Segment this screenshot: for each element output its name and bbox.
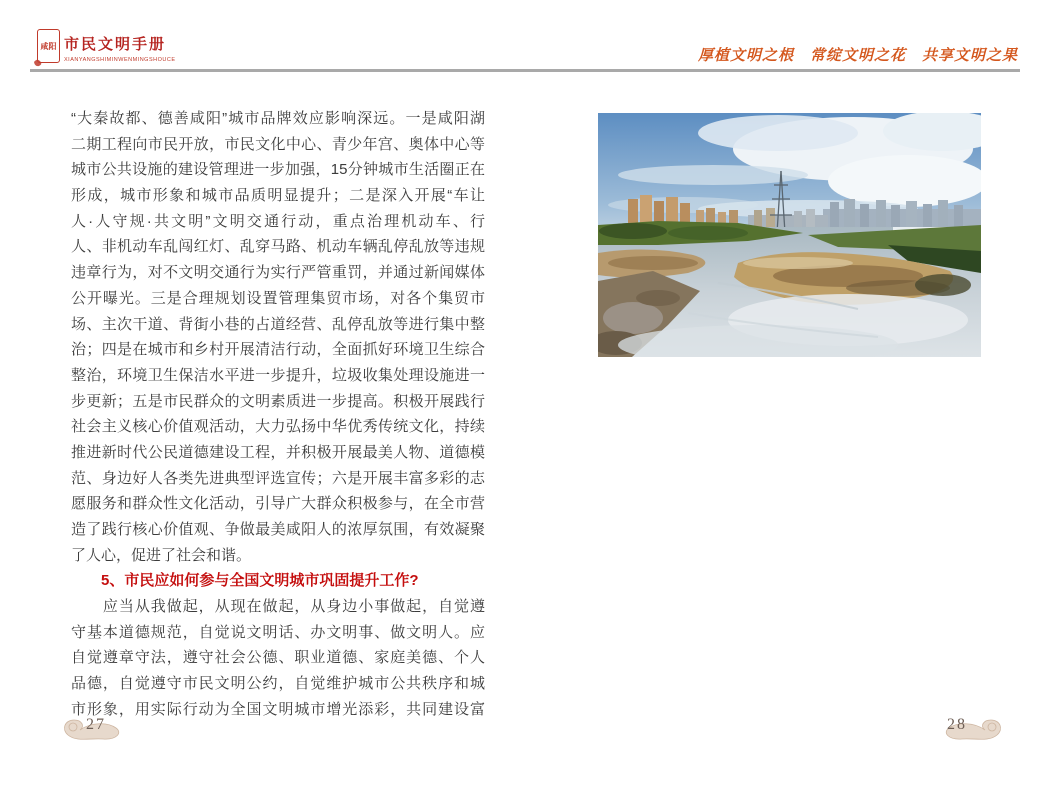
page-number: 27 [86,716,106,733]
logo-subtitle: XIANYANGSHIMINWENMINGSHOUCE [64,57,176,63]
text-line: 人、非机动车乱闯红灯、乱穿马路、机动车辆乱停乱放等违规 [71,238,485,256]
text-line: 形成，城市形象和城市品质明显提升；二是深入开展“车让 [71,187,485,205]
text-line: 公开曝光。三是合理规划设置管理集贸市场，对各个集贸市 [71,289,485,307]
header-divider [30,69,1020,72]
handbook-logo [64,33,176,63]
page-number: 28 [947,716,967,733]
seal-text: 咸阳 [40,41,57,51]
text-line: 场、主次干道、背街小巷的占道经营、乱停乱放等进行集中整 [71,315,485,333]
text-line: 应当从我做起，从现在做起，从身边小事做起，自觉遵 [71,598,485,616]
text-line: 违章行为，对不文明交通行为实行严管重罚，并通过新闻媒体 [71,264,485,282]
text-line: 治；四是在城市和乡村开展清洁行动，全面抓好环境卫生综合 [71,341,485,359]
header-slogan: 厚植文明之根 常绽文明之花 共享文明之果 [697,48,1018,64]
text-line: 自觉遵章守法，遵守社会公德、职业道德、家庭美德、个人 [71,649,485,667]
text-line: 品德，自觉遵守市民文明公约，自觉维护城市公共秩序和城 [71,675,485,693]
text-line: 二期工程向市民开放，市民文化中心、青少年宫、奥体中心等 [71,135,485,153]
text-line: 市形象，用实际行动为全国文明城市增光添彩，共同建设富 [71,700,485,718]
left-page-column [71,106,485,723]
text-line: 城市公共设施的建设管理进一步加强，15分钟城市生活圈正在 [71,161,485,179]
heading-line: 5、市民应如何参与全国文明城市巩固提升工作? [71,572,419,590]
text-line: 范、身边好人各类先进典型评选宣传；六是开展丰富多彩的志 [71,469,485,487]
river-cityscape-photo [598,113,981,357]
text-line: 整治，环境卫生保洁水平进一步提升，垃圾收集处理设施进一 [71,366,485,384]
right-page-column [598,106,1012,380]
logo-title: 市民文明手册 [64,37,167,53]
text-line: 了人心，促进了社会和谐。 [71,546,252,564]
text-line: 造了践行核心价值观、争做最美咸阳人的浓厚氛围，有效凝聚 [71,521,485,538]
text-line: 人·人守规·共文明”文明交通行动，重点治理机动车、行 [71,212,485,230]
text-line: 步更新；五是市民群众的文明素质进一步提高。积极开展践行 [71,392,485,410]
text-line: 守基本道德规范，自觉说文明话、办文明事、做文明人。应 [71,623,485,641]
text-line: 推进新时代公民道德建设工程，并积极开展最美人物、道德模 [71,443,485,461]
page-number-right [895,708,1005,748]
text-line: “大秦故都、德善咸阳”城市品牌效应影响深远。一是咸阳湖 [71,110,485,127]
seal-ribbon-icon [33,56,45,68]
text-line: 社会主义核心价值观活动，大力弘扬中华优秀传统文化，持续 [71,418,485,436]
page-number-left [60,708,170,748]
text-line: 愿服务和群众性文化活动，引导广大群众积极参与，在全市营 [71,495,485,513]
